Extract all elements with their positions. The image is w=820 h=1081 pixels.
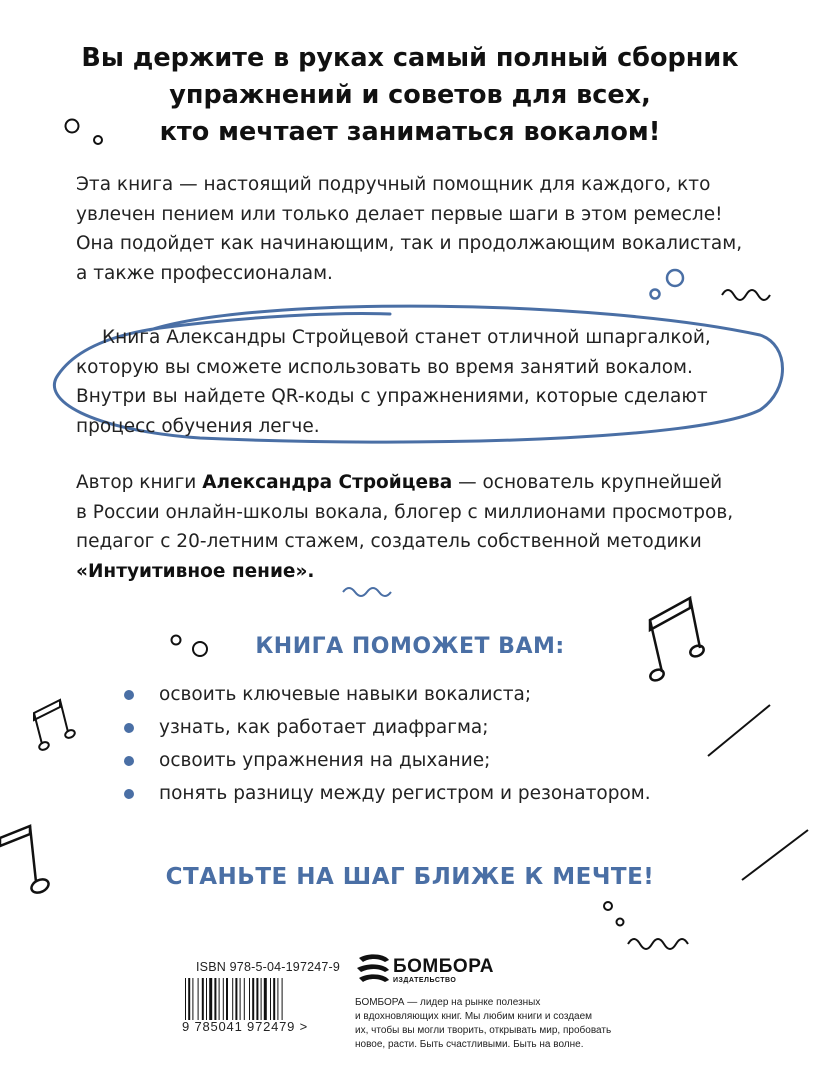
author-name: Александра Стройцева bbox=[202, 472, 453, 493]
bullet-icon bbox=[124, 789, 134, 799]
list-item: узнать, как работает диафрагма; bbox=[124, 711, 651, 744]
circle-deco bbox=[651, 290, 660, 299]
list-item: освоить ключевые навыки вокалиста; bbox=[124, 678, 651, 711]
circle-deco bbox=[604, 902, 612, 910]
author-paragraph: Автор книги Александра Стройцева — основатель крупнейшей в России онлайн-школы вокала, блогер с миллионами просмотров, педагог с 20-летним стажем, создатель собственной методики «Интуитивное пение». bbox=[76, 472, 734, 582]
music-note-icon bbox=[34, 700, 76, 751]
highlight-paragraph: Книга Александры Стройцевой станет отличной шпаргалкой, которую вы сможете использовать во время занятий вокалом. Внутри вы найдете QR-коды с упражнениями, которые сделают процесс обучения легче. bbox=[76, 327, 711, 437]
method-name: «Интуитивное пение» bbox=[76, 560, 308, 582]
benefits-list bbox=[124, 678, 651, 810]
publisher-logo-subtitle: ИЗДАТЕЛЬСТВО bbox=[393, 977, 457, 984]
squiggle-deco bbox=[628, 939, 688, 949]
bullet-icon bbox=[124, 690, 134, 700]
squiggle-deco bbox=[343, 588, 391, 596]
list-item: освоить упражнения на дыхание; bbox=[124, 744, 651, 777]
call-to-action: СТАНЬТЕ НА ШАГ БЛИЖЕ К МЕЧТЕ! bbox=[165, 864, 655, 890]
list-item: понять разницу между регистром и резонатором. bbox=[124, 777, 651, 810]
headline: Вы держите в руках самый полный сборник упражнений и советов для всех, кто мечтает заниматься вокалом! bbox=[81, 43, 739, 147]
benefits-title: КНИГА ПОМОЖЕТ ВАМ: bbox=[255, 634, 565, 659]
barcode-digits: 9 785041 972479 > bbox=[182, 1019, 309, 1034]
squiggle-deco bbox=[722, 290, 770, 300]
line-deco bbox=[708, 705, 770, 756]
bullet-icon bbox=[124, 723, 134, 733]
publisher-logo-text: БОМБОРА bbox=[393, 956, 494, 977]
bullet-icon bbox=[124, 756, 134, 766]
circle-deco bbox=[617, 919, 624, 926]
isbn-label: ISBN 978-5-04-197247-9 bbox=[196, 960, 341, 974]
publisher-description: БОМБОРА — лидер на рынке полезных и вдохновляющих книг. Мы любим книги и создаем их, чтобы вы могли творить, открывать мир, пробовать новое, расти. Быть счастливыми. Быть на волне. bbox=[355, 997, 612, 1050]
intro-paragraph: Эта книга — настоящий подручный помощник для каждого, кто увлечен пением или только делает первые шаги в этом ремесле! Она подойдет как начинающим, так и продолжающим вокалистам, а также профессионалам. bbox=[76, 174, 743, 284]
barcode-icon bbox=[183, 978, 333, 1020]
